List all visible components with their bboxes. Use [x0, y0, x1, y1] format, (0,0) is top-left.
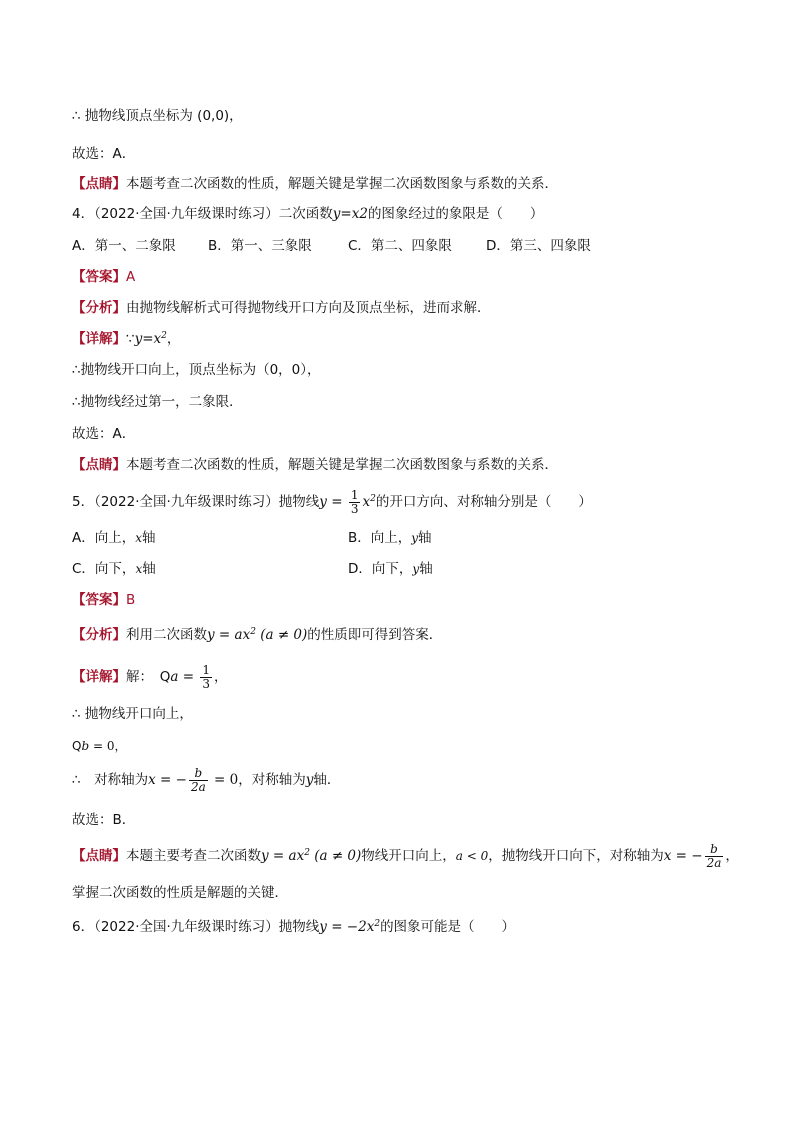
q4-option-d: D．第三、四象限 [486, 238, 591, 254]
step3-y: y [305, 772, 314, 788]
step2-pre: Q [72, 739, 82, 753]
q4-detail-exp: 2 [161, 331, 167, 341]
analysis-text: 由抛物线解析式可得抛物线开口方向及顶点坐标，进而求解． [126, 300, 491, 316]
q4-option-b: B．第一、三象限 [208, 238, 312, 254]
q5-option-c-text: C．向下， [72, 561, 136, 577]
q5-step1: ∴ 抛物线开口向上， [72, 706, 193, 722]
note-fraction [705, 843, 724, 870]
note-frac-den: 2a [706, 855, 722, 870]
note-text: 本题考查二次函数的性质，解题关键是掌握二次函数图象与系数的关系． [126, 176, 558, 192]
detail-a: a [170, 669, 179, 685]
q4-stem-text: 4．（2022·全国·九年级课时练习）二次函数 [72, 206, 333, 222]
q5-exp: 2 [370, 494, 376, 504]
step3-x: x [148, 772, 156, 788]
q5-note-line2: 掌握二次函数的性质是解题的关键． [72, 885, 288, 901]
detail-frac-den: 3 [202, 676, 210, 691]
step3-frac-num: b [189, 767, 208, 781]
step3-mid: ，对称轴为 [238, 772, 306, 788]
vertex-line [72, 107, 243, 125]
q5-option-a [72, 529, 156, 547]
q5-x: x [362, 494, 371, 510]
note-line [72, 175, 558, 193]
q6-func: y = −2x [319, 919, 375, 935]
analysis-func: y = ax [207, 627, 251, 643]
vertex-text: ∴ 抛物线顶点坐标为 (0,0)， [72, 108, 243, 124]
answer-value: A [126, 269, 136, 285]
because-symbol: ∵ [126, 331, 135, 347]
detail-tag: 【详解】 [72, 331, 126, 347]
choose-text: 故选：A． [72, 146, 136, 162]
analysis-tag: 【分析】 [72, 300, 126, 316]
detail-fraction [200, 664, 212, 691]
step3-eq: = − [155, 772, 187, 788]
detail-tag: 【详解】 [72, 669, 126, 685]
note-exp: 2 [304, 848, 310, 858]
note-x: x [663, 848, 672, 864]
q5-step2 [72, 737, 126, 755]
q5-option-c [72, 560, 156, 578]
q5-stem-text: 5．（2022·全国·九年级课时练习）抛物线 [72, 494, 320, 510]
detail-frac-num: 1 [202, 662, 210, 677]
q6-stem-end: 的图象可能是（ ） [380, 919, 516, 935]
q4-detail-func: y=x [134, 331, 162, 347]
answer-tag: 【答案】 [72, 269, 126, 285]
q5-option-b-text: B．向上， [348, 530, 412, 546]
q4-option-c: C．第二、四象限 [348, 238, 452, 254]
q6-exp: 2 [374, 919, 381, 929]
q5-step3 [72, 765, 340, 795]
q6-stem [72, 918, 515, 936]
q5-stem [72, 487, 592, 517]
note-a: a < 0 [455, 849, 489, 863]
q4-note [72, 456, 558, 474]
q5-choose: 故选：B． [72, 812, 136, 828]
q5-option-c-var: x [135, 562, 143, 576]
q5-note [72, 841, 739, 871]
q5-option-a-end: 轴 [142, 530, 156, 546]
q4-stem [72, 205, 543, 223]
q5-option-b-end: 轴 [418, 530, 432, 546]
q5-option-d-text: D．向下， [348, 561, 413, 577]
step3-zero: = 0 [209, 772, 239, 788]
q5-frac-num: 1 [350, 487, 359, 502]
note-tag: 【点睛】 [72, 848, 126, 864]
note-end: ， [725, 848, 739, 864]
step3-end: 轴． [313, 772, 341, 788]
note-text: 本题考查二次函数的性质，解题关键是掌握二次函数图象与系数的关系． [126, 457, 558, 473]
q5-eq: = [326, 494, 347, 510]
q5-answer [72, 591, 135, 609]
analysis-post: 的性质即可得到答案． [307, 627, 443, 643]
note-func: y = ax [261, 848, 305, 864]
q5-option-a-var: x [135, 531, 143, 545]
detail-post: ， [214, 669, 228, 685]
q5-option-a-text: A．向上， [72, 530, 136, 546]
note-mid2: ，抛物线开口向下，对称轴为 [488, 848, 664, 864]
q5-stem-end: 的开口方向、对称轴分别是（ ） [375, 494, 592, 510]
step2-post: = 0， [89, 739, 127, 753]
step3-fraction [189, 767, 208, 794]
q4-step1: ∴抛物线开口向上，顶点坐标为（0，0）， [72, 362, 321, 378]
step3-frac-den: 2a [190, 779, 206, 794]
q6-stem-text: 6．（2022·全国·九年级课时练习）抛物线 [72, 919, 320, 935]
answer-tag: 【答案】 [72, 592, 126, 608]
choose-line [72, 145, 135, 163]
q5-fraction [349, 489, 361, 516]
q4-choose: 故选：A． [72, 426, 136, 442]
note-pre: 本题主要考查二次函数 [126, 848, 261, 864]
answer-value: B [126, 592, 136, 608]
q4-step2: ∴抛物线经过第一，二象限． [72, 394, 243, 410]
note-eq: = − [671, 848, 703, 864]
q4-option-a: A．第一、二象限 [72, 238, 176, 254]
step2-b: b [81, 739, 90, 753]
note-cond: (a ≠ 0) [309, 848, 362, 864]
q5-frac-den: 3 [350, 501, 359, 516]
q5-option-c-end: 轴 [142, 561, 156, 577]
analysis-exp: 2 [250, 627, 256, 637]
q4-stem-end: 的图象经过的象限是（ ） [367, 206, 544, 222]
analysis-tag: 【分析】 [72, 627, 126, 643]
q5-analysis [72, 626, 442, 644]
q4-analysis [72, 299, 491, 317]
note-frac-num: b [705, 843, 724, 857]
q5-y: y [319, 494, 327, 510]
q5-detail [72, 662, 228, 692]
q4-detail-post: ， [166, 331, 181, 347]
q4-detail [72, 330, 180, 348]
q4-answer [72, 268, 135, 286]
detail-eq: = [178, 669, 199, 685]
detail-pre: 解： Q [126, 669, 171, 685]
q5-option-d-var: y [412, 562, 420, 576]
note-tag: 【点睛】 [72, 457, 126, 473]
note-mid: 物线开口向上， [361, 848, 456, 864]
analysis-pre: 利用二次函数 [126, 627, 207, 643]
q5-option-b [348, 529, 432, 547]
q5-option-d-end: 轴 [419, 561, 433, 577]
q5-option-d [348, 560, 433, 578]
note-tag: 【点睛】 [72, 176, 126, 192]
q4-func: y=x2 [332, 206, 368, 222]
q5-option-b-var: y [411, 531, 419, 545]
step3-pre: ∴ 对称轴为 [72, 772, 149, 788]
analysis-cond: (a ≠ 0) [255, 627, 308, 643]
